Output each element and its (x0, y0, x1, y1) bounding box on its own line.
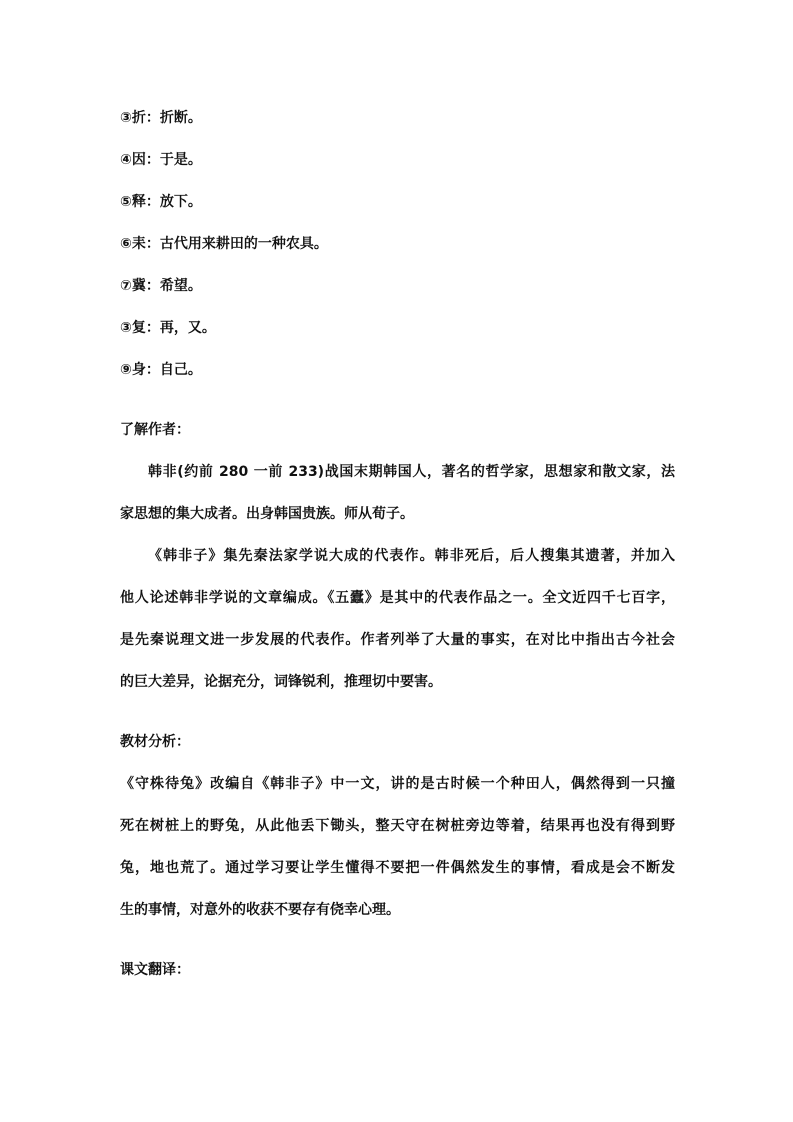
author-paragraph-line: 韩非(约前 280 一前 233)战国末期韩国人，著名的哲学家，思想家和散文家，法 (148, 464, 675, 480)
note-item: ③复：再，又。 (120, 320, 216, 336)
author-paragraph-line: 家思想的集大成者。出身韩国贵族。师从荀子。 (120, 506, 414, 522)
analysis-paragraph-line: 生的事情，对意外的收获不要存有侥幸心理。 (120, 902, 400, 918)
note-item: ⑥耒：古代用来耕田的一种农具。 (120, 236, 328, 252)
author-paragraph-line: 是先秦说理文进一步发展的代表作。作者列举了大量的事实，在对比中指出古今社会 (120, 632, 675, 648)
note-item: ④因：于是。 (120, 152, 202, 168)
analysis-paragraph-line: 《守株待兔》改编自《韩非子》中一文，讲的是古时候一个种田人，偶然得到一只撞 (120, 776, 675, 792)
section-heading-translation: 课文翻译： (120, 962, 190, 978)
section-heading-author: 了解作者： (120, 422, 190, 438)
note-item: ⑤释：放下。 (120, 194, 202, 210)
analysis-paragraph-line: 死在树桩上的野兔，从此他丢下锄头，整天守在树桩旁边等着，结果再也没有得到野 (120, 818, 675, 834)
note-item: ⑦冀：希望。 (120, 278, 202, 294)
author-paragraph-line: 的巨大差异，论据充分，词锋锐利，推理切中要害。 (120, 674, 442, 690)
author-paragraph-line: 他人论述韩非学说的文章编成。《五蠹》是其中的代表作品之一。全文近四千七百字， (120, 590, 675, 606)
note-item: ③折：折断。 (120, 110, 202, 126)
section-heading-analysis: 教材分析： (120, 734, 190, 750)
author-paragraph-line: 《韩非子》集先秦法家学说大成的代表作。韩非死后，后人搜集其遗著，并加入 (148, 548, 675, 564)
note-item: ⑨身：自己。 (120, 362, 202, 378)
analysis-paragraph-line: 兔，地也荒了。通过学习要让学生懂得不要把一件偶然发生的事情，看成是会不断发 (120, 860, 675, 876)
